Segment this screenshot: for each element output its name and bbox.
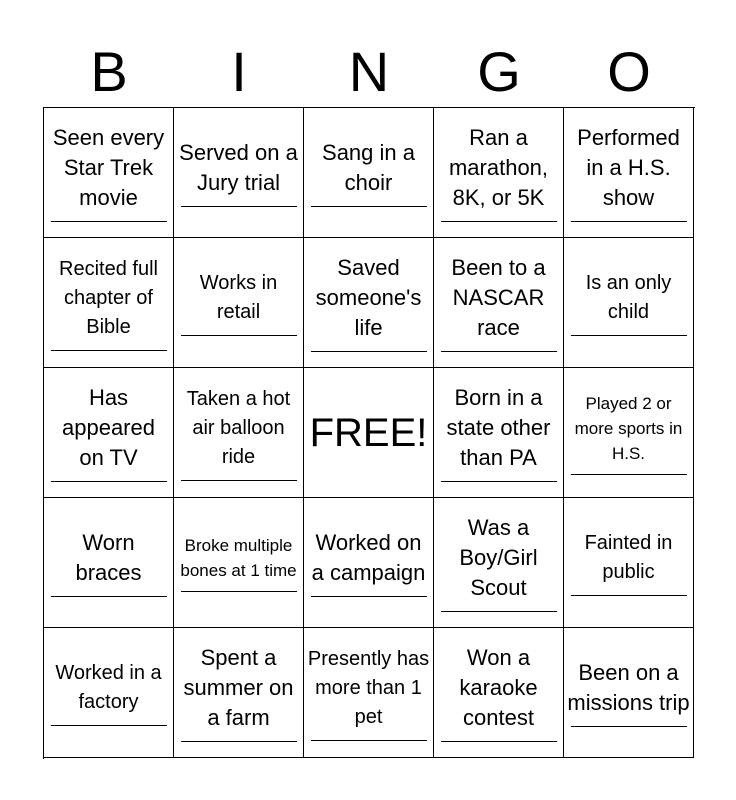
bingo-cell[interactable] <box>174 108 304 238</box>
cell-text: Recited full chapter of Bible <box>59 257 158 338</box>
signature-line[interactable] <box>441 741 557 742</box>
bingo-cell[interactable] <box>564 498 694 628</box>
bingo-cell[interactable] <box>304 238 434 368</box>
bingo-cell[interactable] <box>434 108 564 238</box>
cell-text: Performed in a H.S. show <box>577 125 680 210</box>
signature-line[interactable] <box>51 725 167 726</box>
cell-text: Worked in a factory <box>55 662 162 713</box>
signature-line[interactable] <box>441 481 557 482</box>
signature-line[interactable] <box>181 480 297 481</box>
signature-line[interactable] <box>51 350 167 351</box>
cell-text: Broke multiple bones at 1 time <box>180 536 297 580</box>
cell-text: Spent a summer on a farm <box>183 645 294 730</box>
signature-line[interactable] <box>181 335 297 336</box>
signature-line[interactable] <box>441 351 557 352</box>
cell-text: Served on a Jury trial <box>179 140 298 195</box>
signature-line[interactable] <box>441 611 557 612</box>
cell-text: Won a karaoke contest <box>459 645 538 730</box>
signature-line[interactable] <box>51 596 167 597</box>
bingo-cell[interactable] <box>44 238 174 368</box>
bingo-cell[interactable] <box>44 368 174 498</box>
bingo-cell[interactable] <box>174 368 304 498</box>
cell-text: Fainted in public <box>584 532 673 583</box>
bingo-cell[interactable] <box>174 238 304 368</box>
bingo-header <box>44 36 694 108</box>
signature-line[interactable] <box>51 221 167 222</box>
bingo-cell[interactable] <box>434 238 564 368</box>
free-space-label: FREE! <box>309 410 428 455</box>
bingo-cell[interactable] <box>304 628 434 758</box>
bingo-cell[interactable] <box>564 368 694 498</box>
signature-line[interactable] <box>571 595 687 596</box>
bingo-cell[interactable] <box>304 108 434 238</box>
header-letter-n: N <box>348 40 390 103</box>
signature-line[interactable] <box>311 351 427 352</box>
cell-text: Taken a hot air balloon ride <box>186 387 291 468</box>
signature-line[interactable] <box>571 474 687 475</box>
cell-text: Seen every Star Trek movie <box>52 125 165 210</box>
bingo-cell[interactable] <box>564 628 694 758</box>
cell-text: Is an only child <box>585 272 672 323</box>
signature-line[interactable] <box>181 741 297 742</box>
free-space[interactable] <box>304 368 434 498</box>
bingo-cell[interactable] <box>44 108 174 238</box>
bingo-cell[interactable] <box>564 108 694 238</box>
bingo-cell[interactable] <box>434 628 564 758</box>
signature-line[interactable] <box>181 591 297 592</box>
cell-text: Worn braces <box>75 530 142 585</box>
signature-line[interactable] <box>571 335 687 336</box>
header-letter-g: G <box>477 40 521 103</box>
signature-line[interactable] <box>571 221 687 222</box>
bingo-cell[interactable] <box>44 628 174 758</box>
signature-line[interactable] <box>311 740 427 741</box>
bingo-cell[interactable] <box>174 628 304 758</box>
cell-text: Works in retail <box>199 272 278 323</box>
cell-text: Worked on a campaign <box>311 530 426 585</box>
header-letter-i: I <box>231 40 247 103</box>
signature-line[interactable] <box>51 481 167 482</box>
cell-text: Has appeared on TV <box>62 385 155 470</box>
signature-line[interactable] <box>441 221 557 222</box>
cell-text: Sang in a choir <box>322 140 415 195</box>
cell-text: Been to a NASCAR race <box>451 255 546 340</box>
cell-text: Been on a missions trip <box>567 660 690 715</box>
bingo-board <box>43 107 695 759</box>
signature-line[interactable] <box>571 726 687 727</box>
bingo-cell[interactable] <box>44 498 174 628</box>
signature-line[interactable] <box>181 206 297 207</box>
bingo-cell[interactable] <box>434 368 564 498</box>
signature-line[interactable] <box>311 596 427 597</box>
cell-text: Played 2 or more sports in H.S. <box>574 393 683 463</box>
bingo-cell[interactable] <box>304 498 434 628</box>
header-letter-b: B <box>90 40 128 103</box>
bingo-cell[interactable] <box>564 238 694 368</box>
cell-text: Was a Boy/Girl Scout <box>459 515 538 600</box>
signature-line[interactable] <box>311 206 427 207</box>
cell-text: Presently has more than 1 pet <box>307 647 430 728</box>
header-letter-o: O <box>607 40 651 103</box>
cell-text: Ran a marathon, 8K, or 5K <box>448 125 549 210</box>
bingo-cell[interactable] <box>174 498 304 628</box>
bingo-cell[interactable] <box>434 498 564 628</box>
cell-text: Born in a state other than PA <box>446 385 551 470</box>
cell-text: Saved someone's life <box>315 255 422 340</box>
